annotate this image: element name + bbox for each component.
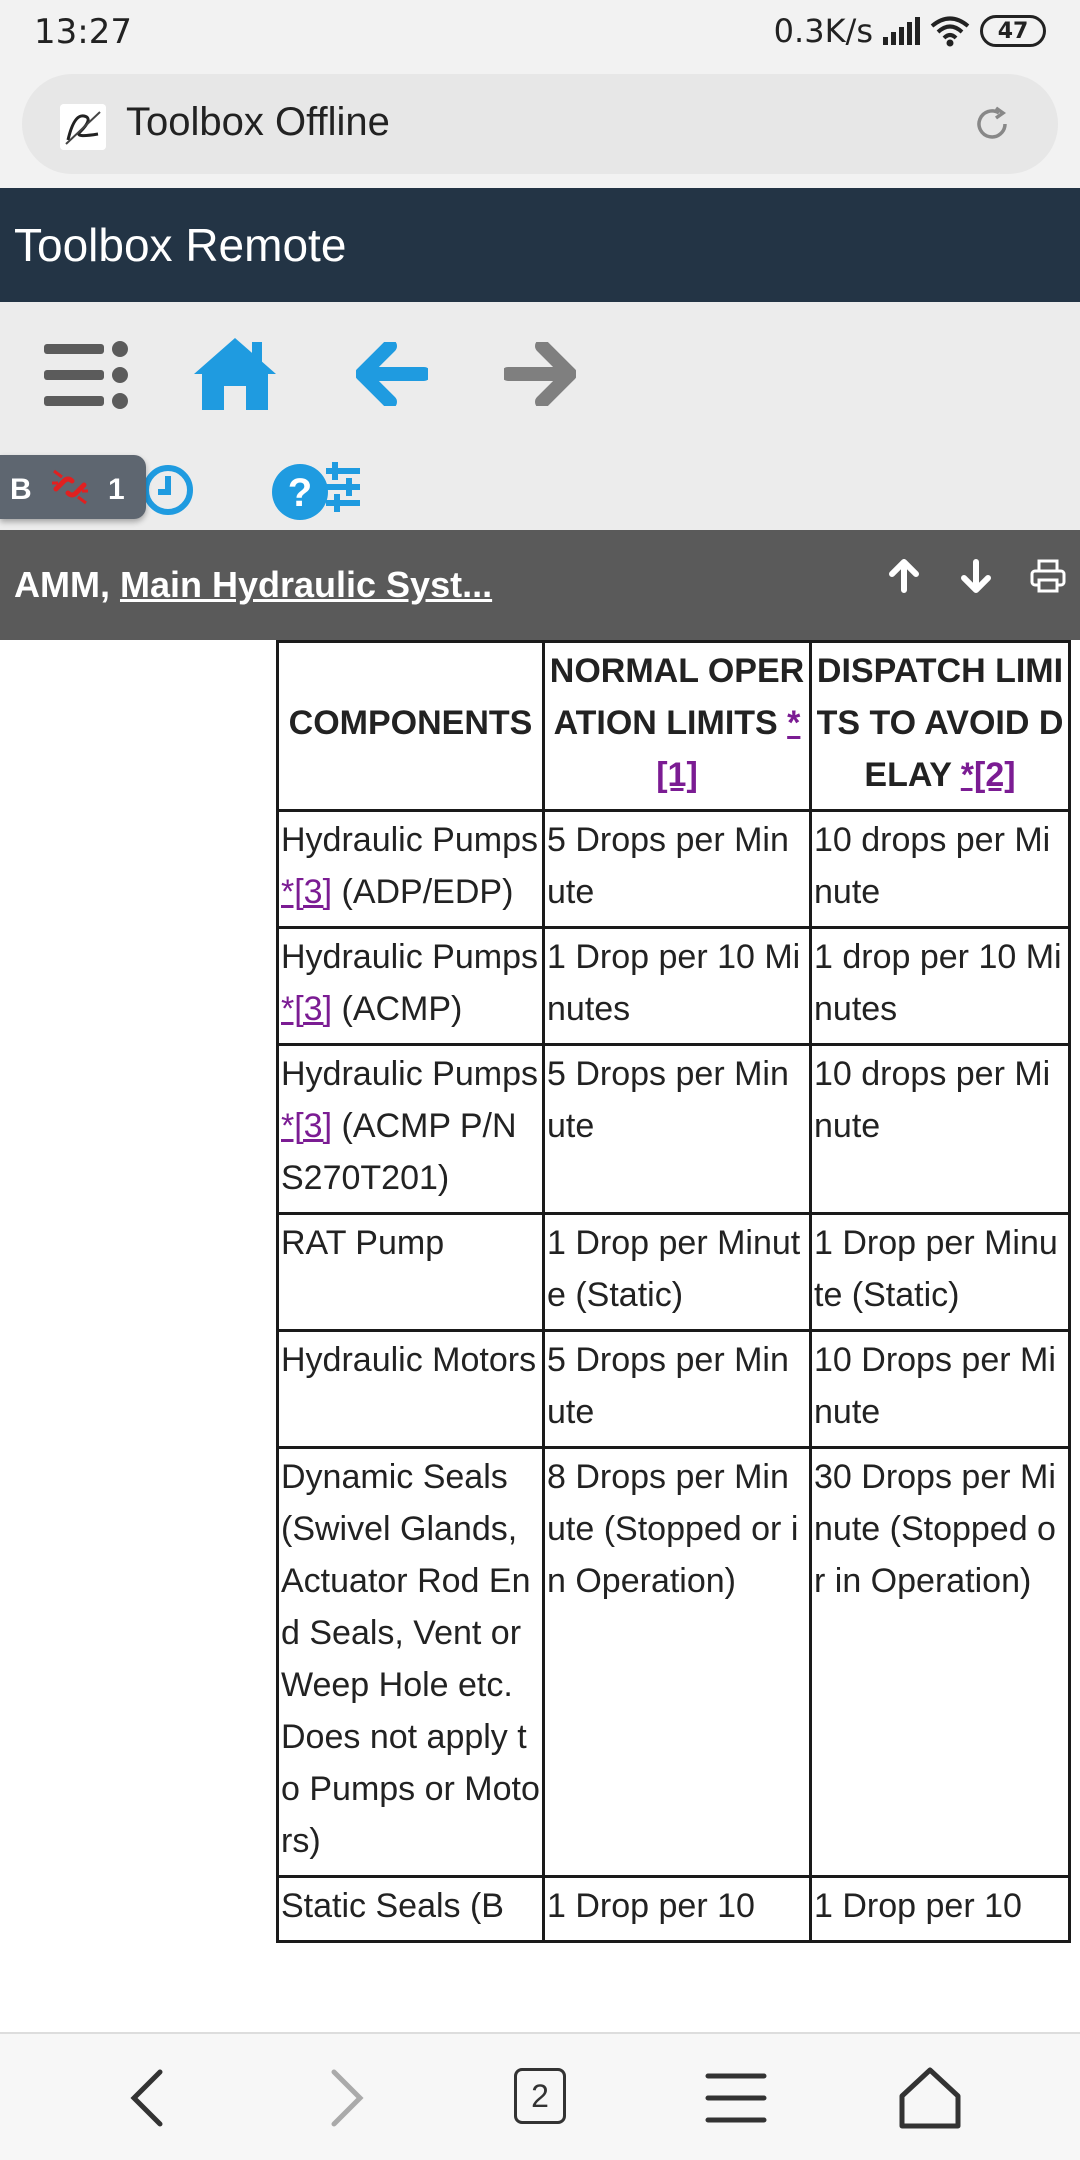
status-bar [0,0,1080,68]
help-settings-icon[interactable] [270,458,366,522]
header-dispatch-limits: DISPATCH LIMITS TO AVOID DELAY *[2] [811,642,1070,811]
network-speed: 0.3K/s [773,12,873,50]
print-icon[interactable] [1030,558,1066,594]
table-row [278,1331,1070,1448]
site-favicon-icon [60,104,106,150]
table-row [278,1448,1070,1877]
content-area[interactable] [0,640,1080,2032]
section-link[interactable]: Main Hydraulic Syst... [119,564,493,605]
normal-limit-cell: 5 Drops per Minute [544,1045,811,1214]
browser-home-icon[interactable] [894,2062,966,2134]
header-normal-limits: NORMAL OPERATION LIMITS *[1] [544,642,811,811]
table-header-row [278,642,1070,811]
wifi-icon [930,15,970,47]
status-time: 13:27 [34,12,132,52]
badge-label: B [10,473,32,506]
component-cell: Static Seals (B [278,1877,544,1942]
app-header [0,188,1080,302]
table-row [278,1045,1070,1214]
dispatch-limit-cell: 1 Drop per Minute (Static) [811,1214,1070,1331]
component-cell: Hydraulic Pumps *[3] (ACMP) [278,928,544,1045]
section-bar [0,530,1080,640]
browser-address-area [0,68,1080,188]
battery-icon: 47 [980,15,1046,47]
broken-link-icon [48,465,92,509]
address-bar[interactable] [22,74,1058,174]
table-row [278,1877,1070,1942]
component-cell: Hydraulic Pumps *[3] (ADP/EDP) [278,811,544,928]
browser-back-icon[interactable] [114,2062,186,2134]
section-title [14,564,492,606]
table-row [278,1214,1070,1331]
menu-icon[interactable] [44,340,134,410]
section-prefix: AMM, [14,564,120,605]
svg-text:?: ? [287,471,313,515]
app-title: Toolbox Remote [14,219,347,271]
normal-limit-cell: 1 Drop per 10 Minutes [544,928,811,1045]
signal-icon [883,17,920,45]
toolbar [0,302,1080,530]
arrow-up-icon[interactable] [886,558,922,594]
dispatch-limit-cell: 1 Drop per 10 [811,1877,1070,1942]
address-text: Toolbox Offline [126,100,390,144]
normal-limit-cell: 8 Drops per Minute (Stopped or in Operation) [544,1448,811,1877]
browser-bottom-nav [0,2032,1080,2160]
reference-link[interactable]: *[1] [656,704,801,794]
leak-limits-table [276,640,1071,1943]
connector-count: 1 [108,473,125,506]
browser-menu-icon[interactable] [700,2062,772,2134]
history-icon[interactable] [140,462,196,518]
component-cell: Hydraulic Pumps *[3] (ACMP P/N S270T201) [278,1045,544,1214]
reference-link[interactable]: *[3] [281,873,333,911]
reference-link[interactable]: *[2] [960,756,1016,794]
dispatch-limit-cell: 10 drops per Minute [811,1045,1070,1214]
connector-status-badge[interactable] [0,455,146,519]
reload-icon[interactable] [972,104,1012,144]
arrow-down-icon[interactable] [958,558,994,594]
normal-limit-cell: 1 Drop per Minute (Static) [544,1214,811,1331]
component-cell: Dynamic Seals (Swivel Glands, Actuator Rod End Seals, Vent or Weep Hole etc. Does not apply to Pumps or Motors) [278,1448,544,1877]
normal-limit-cell: 5 Drops per Minute [544,811,811,928]
reference-link[interactable]: *[3] [281,990,333,1028]
dispatch-limit-cell: 1 drop per 10 Minutes [811,928,1070,1045]
browser-forward-icon[interactable] [308,2062,380,2134]
forward-arrow-icon[interactable] [504,342,576,406]
table-row [278,811,1070,928]
home-icon[interactable] [190,334,280,412]
dispatch-limit-cell: 10 Drops per Minute [811,1331,1070,1448]
back-arrow-icon[interactable] [356,342,428,406]
dispatch-limit-cell: 30 Drops per Minute (Stopped or in Operation) [811,1448,1070,1877]
status-indicators [774,12,1046,50]
tabs-button[interactable]: 2 [514,2068,566,2124]
component-cell: Hydraulic Motors [278,1331,544,1448]
section-actions [886,558,1066,594]
dispatch-limit-cell: 10 drops per Minute [811,811,1070,928]
reference-link[interactable]: *[3] [281,1107,333,1145]
header-components: COMPONENTS [278,642,544,811]
normal-limit-cell: 1 Drop per 10 [544,1877,811,1942]
table-row [278,928,1070,1045]
component-cell: RAT Pump [278,1214,544,1331]
normal-limit-cell: 5 Drops per Minute [544,1331,811,1448]
